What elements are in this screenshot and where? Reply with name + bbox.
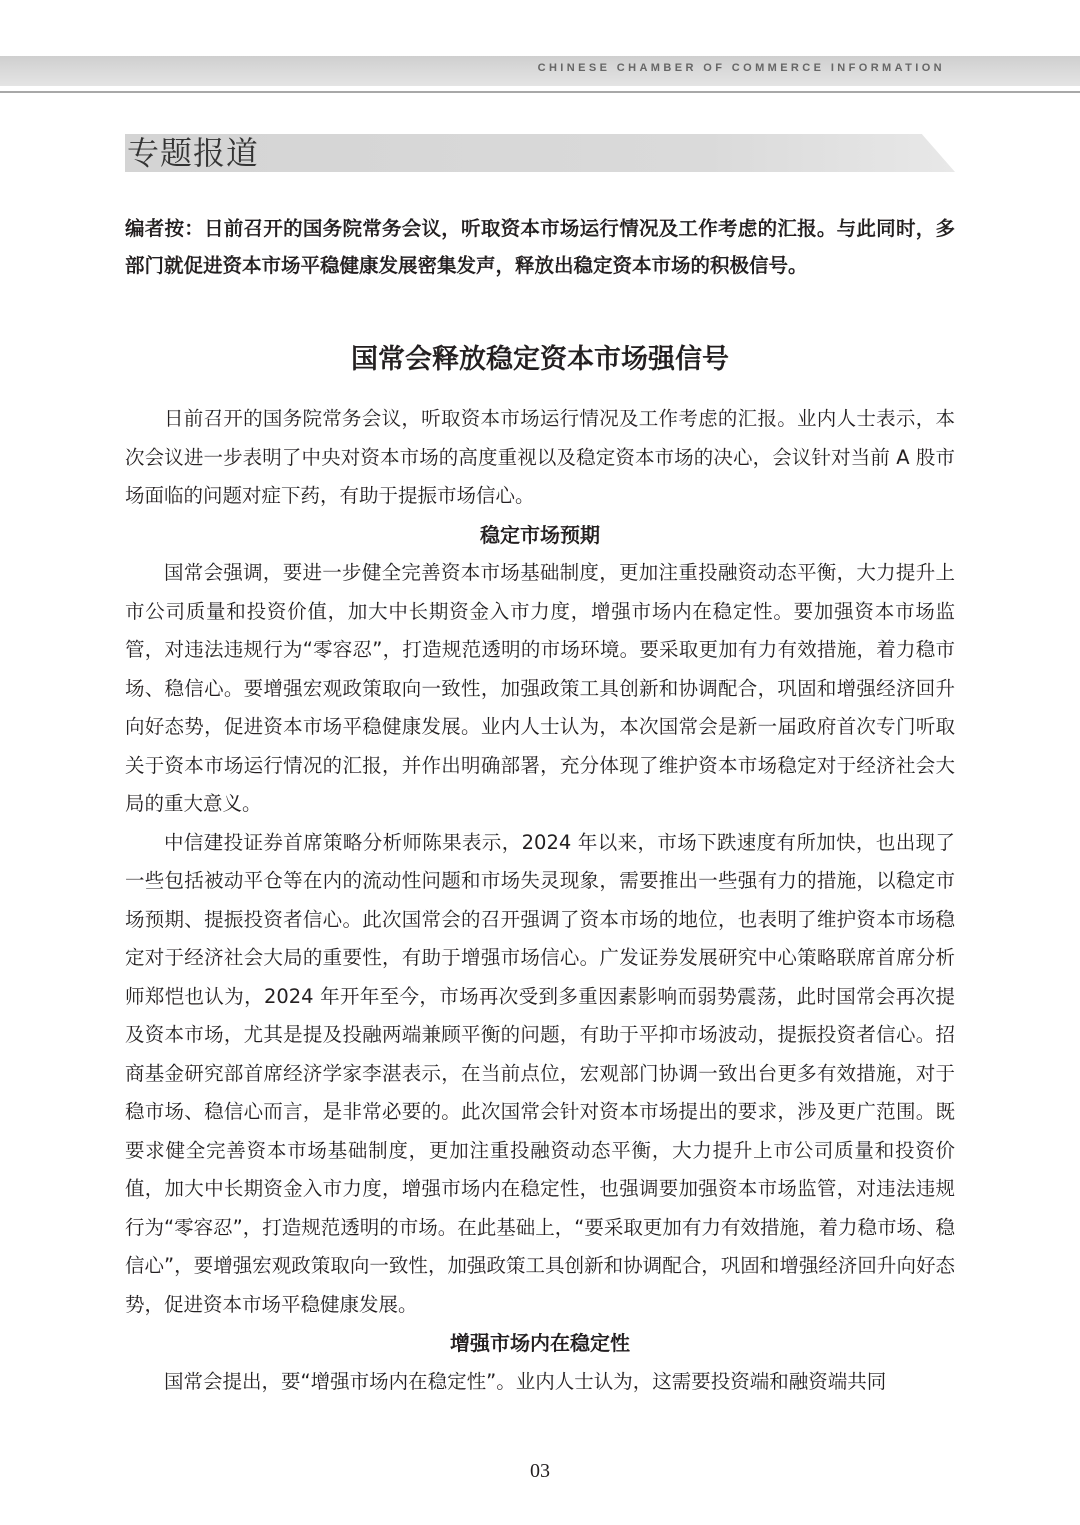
body-paragraph-1: 国常会强调，要进一步健全完善资本市场基础制度，更加注重投融资动态平衡，大力提升上市公司质量和投资价值，加大中长期资金入市力度，增强市场内在稳定性。要加强资本市场监管，对违法违规行为“零容忍”，打造规范透明的市场环境。要采取更加有力有效措施，着力稳市场、稳信心。要增强宏观政策取向一致性，加强政策工具创新和协调配合，巩固和增强经济回升向好态势，促进资本市场平稳健康发展。业内人士认为，本次国常会是新一届政府首次专门听取关于资本市场运行情况的汇报，并作出明确部署，充分体现了维护资本市场稳定对于经济社会大局的重大意义。 [125, 561, 955, 815]
running-header: CHINESE CHAMBER OF COMMERCE INFORMATION [537, 62, 945, 74]
subheading-stabilize-expectations: 稳定市场预期 [480, 522, 600, 547]
editor-note: 编者按：日前召开的国务院常务会议，听取资本市场运行情况及工作考虑的汇报。与此同时，多部门就促进资本市场平稳健康发展密集发声，释放出稳定资本市场的积极信号。 [125, 217, 955, 277]
subheading-inner-stability: 增强市场内在稳定性 [450, 1331, 630, 1355]
article-title: 国常会释放稳定资本市场强信号 [351, 344, 729, 375]
section-title: 专题报道 [127, 134, 260, 172]
header-rule [0, 91, 1080, 93]
body-paragraph-3: 国常会提出，要“增强市场内在稳定性”。业内人士认为，这需要投资端和融资端共同 [164, 1369, 887, 1393]
article-body [125, 400, 955, 1401]
body-paragraph-2: 中信建投证券首席策略分析师陈果表示，2024 年以来，市场下跌速度有所加快，也出现了一些包括被动平仓等在内的流动性问题和市场失灵现象，需要推出一些强有力的措施，以稳定市场预期、提振投资者信心。此次国常会的召开强调了资本市场的地位，也表明了维护资本市场稳定对于经济社会大局的重要性，有助于增强市场信心。广发证券发展研究中心策略联席首席分析师郑恺也认为，2024 年开年至今，市场再次受到多重因素影响而弱势震荡，此时国常会再次提及资本市场，尤其是提及投融两端兼顾平衡的问题，有助于平抑市场波动，提振投资者信心。招商基金研究部首席经济学家李湛表示，在当前点位，宏观部门协调一致出台更多有效措施，对于稳市场、稳信心而言，是非常必要的。此次国常会针对资本市场提出的要求，涉及更广范围。既要求健全完善资本市场基础制度，更加注重投融资动态平衡，大力提升上市公司质量和投资价值，加大中长期资金入市力度，增强市场内在稳定性，也强调要加强资本市场监管，对违法违规行为“零容忍”，打造规范透明的市场。在此基础上，“要采取更加有力有效措施，着力稳市场、稳信心”，要增强宏观政策取向一致性，加强政策工具创新和协调配合，巩固和增强经济回升向好态势，促进资本市场平稳健康发展。 [125, 830, 955, 1316]
page-number: 03 [530, 1460, 550, 1482]
intro-paragraph: 日前召开的国务院常务会议，听取资本市场运行情况及工作考虑的汇报。业内人士表示，本次会议进一步表明了中央对资本市场的高度重视以及稳定资本市场的决心，会议针对当前 A 股市场面临的问题对症下药，有助于提振市场信心。 [125, 407, 955, 507]
